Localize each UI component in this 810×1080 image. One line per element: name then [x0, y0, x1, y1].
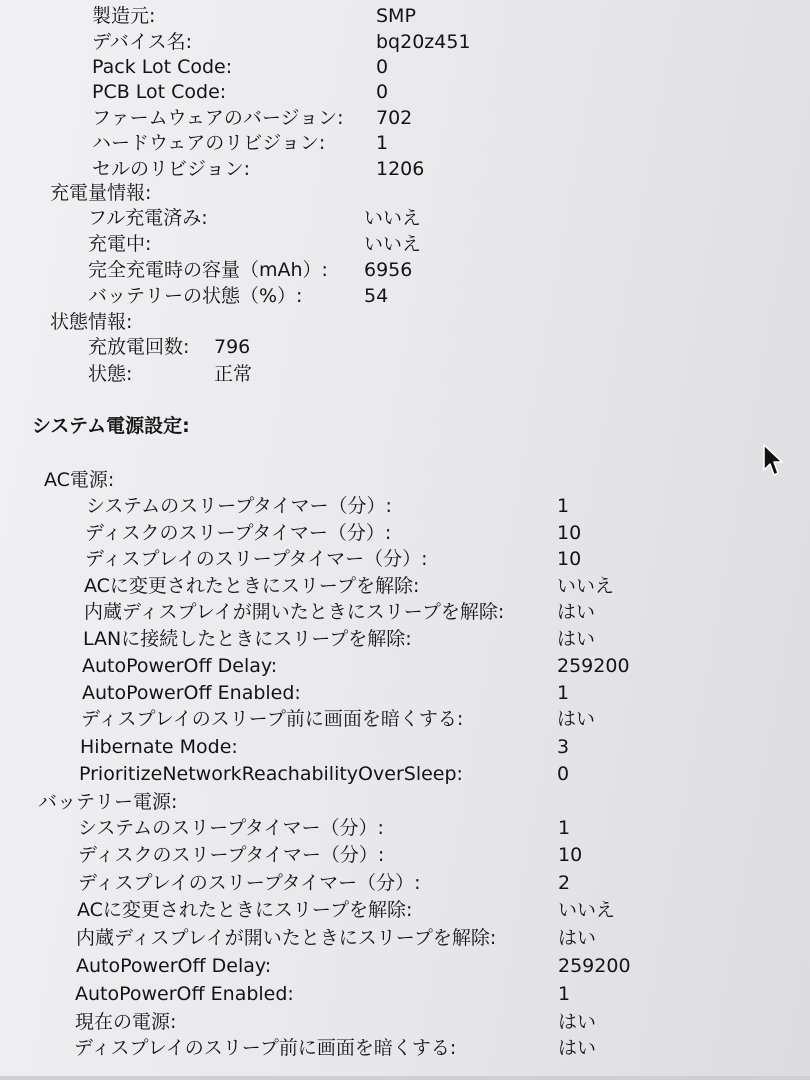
ac-value: いいえ: [557, 575, 615, 597]
ac-value: はい: [557, 628, 596, 650]
charge-value: 54: [364, 285, 389, 307]
status-label: 充放電回数:: [88, 336, 190, 358]
ac-value: 1: [557, 682, 570, 704]
battery-row-autopoweroff-enabled: [0, 982, 810, 1009]
status-label: 状態:: [88, 363, 133, 385]
ac-label: ディスクのスリープタイマー（分）:: [85, 522, 392, 544]
info-label: Pack Lot Code:: [92, 56, 233, 78]
info-label: セルのリビジョン:: [92, 158, 251, 180]
battery-value: 1: [558, 817, 571, 839]
charge-row-battery-health: [0, 284, 810, 311]
battery-label: AutoPowerOff Delay:: [76, 955, 272, 977]
ac-label: PrioritizeNetworkReachabilityOverSleep:: [79, 763, 463, 785]
info-value: 1: [376, 132, 389, 154]
info-value: bq20z451: [376, 31, 471, 53]
info-label: ファームウェアのバージョン:: [92, 107, 344, 129]
status-row-condition: [0, 362, 810, 389]
info-row-manufacturer: [0, 4, 810, 31]
battery-label: 内蔵ディスプレイが開いたときにスリープを解除:: [76, 927, 497, 949]
charge-row-full-capacity: [0, 258, 810, 285]
ac-value: 3: [557, 736, 570, 758]
battery-row-wake-on-lid: [0, 926, 810, 953]
battery-label: ディスクのスリープタイマー（分）:: [78, 844, 385, 866]
ac-power-heading: AC電源:: [44, 469, 115, 491]
battery-value: はい: [558, 1011, 597, 1033]
ac-value: 10: [557, 548, 582, 570]
ac-row-display-sleep: [0, 547, 810, 574]
ac-label: AutoPowerOff Enabled:: [82, 682, 301, 704]
charge-value: いいえ: [364, 207, 422, 229]
arrow-pointer-icon: [762, 444, 784, 478]
battery-label: ディスプレイのスリープタイマー（分）:: [78, 872, 421, 894]
battery-row-autopoweroff-delay: [0, 954, 810, 981]
battery-value: いいえ: [558, 899, 616, 921]
ac-label: ディスプレイのスリープタイマー（分）:: [85, 548, 428, 570]
info-value: 0: [376, 81, 389, 103]
ac-value: 1: [557, 495, 570, 517]
ac-row-hibernate-mode: [0, 735, 810, 762]
status-row-cycle-count: [0, 335, 810, 362]
charge-label: 充電中:: [88, 233, 152, 255]
battery-value: 10: [558, 844, 583, 866]
ac-row-prioritize-network: [0, 762, 810, 789]
ac-row-dim-display: [0, 707, 810, 734]
ac-label: AutoPowerOff Delay:: [82, 655, 278, 677]
info-label: デバイス名:: [92, 31, 193, 53]
charge-label: バッテリーの状態（%）:: [88, 285, 303, 307]
ac-row-wake-on-lid: [0, 600, 810, 627]
battery-row-display-sleep: [0, 871, 810, 898]
battery-label: ディスプレイのスリープ前に画面を暗くする:: [74, 1037, 457, 1059]
info-label: 製造元:: [92, 5, 156, 27]
ac-value: 10: [557, 522, 582, 544]
ac-label: LANに接続したときにスリープを解除:: [83, 628, 412, 650]
ac-value: はい: [557, 601, 596, 623]
power-settings-heading: システム電源設定:: [32, 415, 190, 437]
battery-value: 2: [558, 872, 571, 894]
info-value: 1206: [376, 158, 425, 180]
battery-power-heading: バッテリー電源:: [38, 791, 178, 813]
battery-row-system-sleep: [0, 816, 810, 843]
battery-label: AutoPowerOff Enabled:: [75, 983, 294, 1005]
ac-row-wake-on-lan: [0, 627, 810, 654]
ac-value: 0: [557, 763, 570, 785]
info-label: ハードウェアのリビジョン:: [92, 132, 326, 154]
ac-value: はい: [557, 708, 596, 730]
info-row-pack-lot-code: [0, 55, 810, 82]
battery-value: 259200: [558, 955, 631, 977]
battery-label: 現在の電源:: [75, 1011, 177, 1033]
battery-row-current-source: [0, 1010, 810, 1037]
battery-value: 1: [558, 983, 571, 1005]
ac-row-disk-sleep: [0, 521, 810, 548]
charge-row-charging: [0, 232, 810, 259]
ac-row-autopoweroff-enabled: [0, 681, 810, 708]
charge-label: フル充電済み:: [88, 207, 208, 229]
charge-info-heading: 充電量情報:: [50, 182, 152, 204]
ac-label: 内蔵ディスプレイが開いたときにスリープを解除:: [84, 601, 505, 623]
info-value: 702: [376, 107, 413, 129]
info-row-hardware-revision: [0, 131, 810, 158]
info-row-device-name: [0, 30, 810, 57]
ac-value: 259200: [557, 655, 630, 677]
battery-label: システムのスリープタイマー（分）:: [78, 817, 384, 839]
battery-label: ACに変更されたときにスリープを解除:: [77, 899, 413, 921]
info-row-cell-revision: [0, 157, 810, 184]
charge-label: 完全充電時の容量（mAh）:: [88, 259, 328, 281]
ac-row-system-sleep: [0, 494, 810, 521]
battery-row-wake-on-ac: [0, 898, 810, 925]
ac-label: ディスプレイのスリープ前に画面を暗くする:: [81, 708, 464, 730]
bottom-divider: [0, 1076, 810, 1080]
info-row-firmware: [0, 106, 810, 133]
ac-label: ACに変更されたときにスリープを解除:: [84, 575, 420, 597]
status-info-heading: 状態情報:: [50, 311, 133, 333]
info-row-pcb-lot-code: [0, 80, 810, 107]
charge-value: いいえ: [364, 233, 422, 255]
ac-label: Hibernate Mode:: [80, 736, 238, 758]
battery-value: はい: [558, 927, 597, 949]
ac-row-autopoweroff-delay: [0, 654, 810, 681]
status-value: 正常: [214, 363, 253, 385]
battery-value: はい: [558, 1037, 597, 1059]
ac-label: システムのスリープタイマー（分）:: [86, 495, 392, 517]
charge-value: 6956: [364, 259, 413, 281]
charge-row-fully-charged: [0, 206, 810, 233]
info-value: 0: [376, 56, 389, 78]
status-value: 796: [214, 336, 251, 358]
info-label: PCB Lot Code:: [92, 81, 227, 103]
info-value: SMP: [376, 5, 416, 27]
battery-row-disk-sleep: [0, 843, 810, 870]
battery-row-dim-display: [0, 1036, 810, 1063]
ac-row-wake-on-ac: [0, 574, 810, 601]
